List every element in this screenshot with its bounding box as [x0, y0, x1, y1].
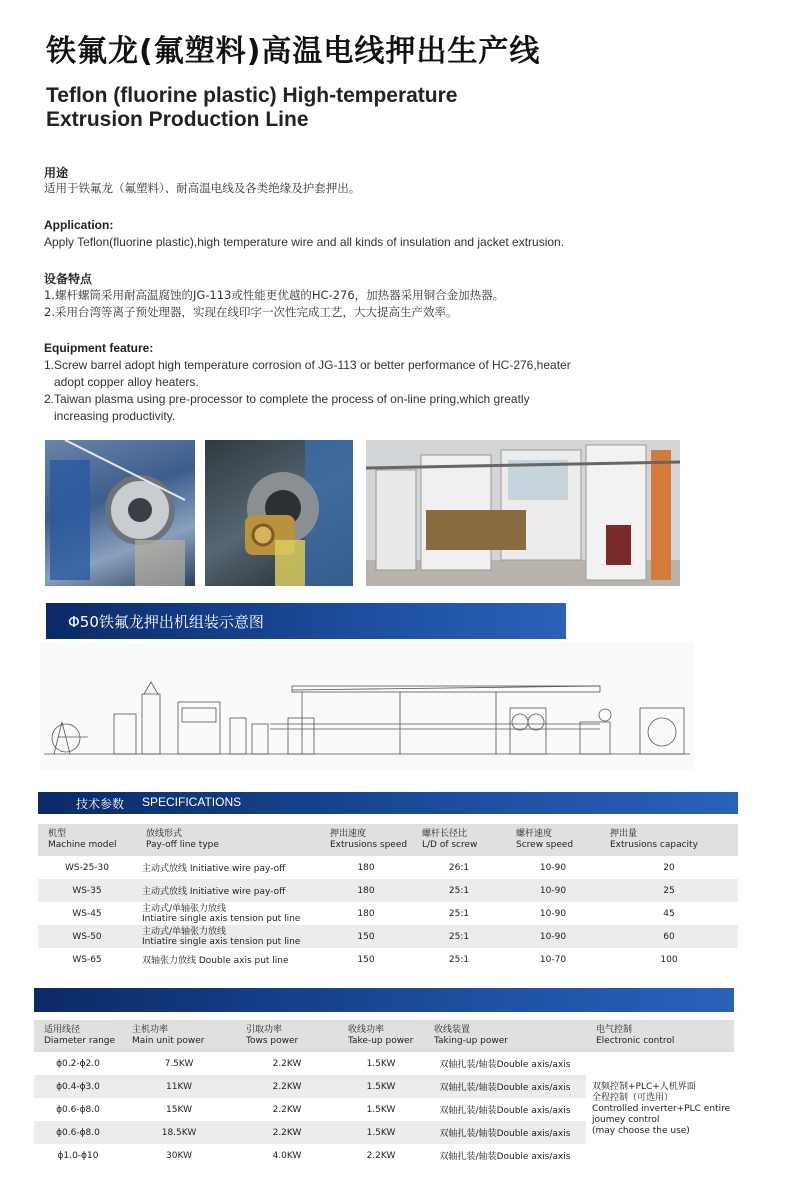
table1-cell-model: WS-35	[72, 885, 102, 896]
table2-cell-takeup-power: 1.5KW	[366, 1104, 396, 1115]
table1-header: 机型 Machine model	[48, 829, 117, 850]
table1-cell-payoff: 主动式放线 Initiative wire pay-off	[142, 864, 286, 874]
table2-cell-main-power: 18.5KW	[161, 1127, 197, 1138]
table2-cell-diameter: ϕ0.6-ϕ8.0	[56, 1127, 100, 1138]
table1-cell-ld: 25:1	[448, 908, 470, 919]
table1-header: 螺杆速度 Screw speed	[516, 829, 574, 850]
spec-table-1	[38, 824, 738, 971]
feature1-en	[44, 357, 571, 425]
table2-header: 收线功率 Take-up power	[348, 1025, 414, 1046]
table1-cell-payoff: 主动式/单轴张力放线 Intiatire single axis tension put line	[142, 903, 301, 924]
table2-cell-main-power: 7.5KW	[164, 1058, 194, 1069]
table1-cell-payoff: 主动式/单轴张力放线 Intiatire single axis tension put line	[142, 926, 301, 947]
table1-row	[38, 902, 738, 925]
table1-cell-capacity: 25	[663, 885, 675, 896]
usage-heading-en: Application:	[44, 218, 114, 232]
table1-cell-model: WS-50	[72, 931, 102, 942]
feature2-cn: 2.采用台湾等离子预处理器，实现在线印字一次性完成工艺，大大提高生产效率。	[44, 305, 458, 319]
page-title-cn: 铁氟龙(氟塑料)高温电线押出生产线	[46, 34, 541, 69]
table2-cell-device: 双轴扎装/轴装Double axis/axis	[439, 1083, 571, 1093]
title-en-line1: Teflon (fluorine plastic) High-temperature	[46, 84, 458, 107]
table2-cell-takeup-power: 2.2KW	[366, 1150, 396, 1161]
table2-cell-diameter: ϕ1.0-ϕ10	[57, 1150, 99, 1161]
table1-cell-capacity: 100	[660, 954, 678, 965]
table2-cell-takeup-power: 1.5KW	[366, 1058, 396, 1069]
table1-cell-screw: 10-90	[539, 885, 567, 896]
spec-banner	[38, 792, 738, 814]
production-line-photo	[366, 440, 680, 586]
table1-cell-ld: 25:1	[448, 885, 470, 896]
usage-heading-cn: 用途	[44, 166, 69, 180]
diagram-banner	[46, 603, 566, 639]
table2-cell-diameter: ϕ0.4-ϕ3.0	[56, 1081, 100, 1092]
title-en-line2: Extrusion Production Line	[46, 108, 309, 131]
table1-header: 螺杆长径比 L/D of screw	[422, 829, 478, 850]
table1-cell-speed: 180	[357, 862, 375, 873]
table2-header: 主机功率 Main unit power	[132, 1025, 205, 1046]
table1-cell-payoff: 主动式放线 Initiative wire pay-off	[142, 887, 286, 897]
table1-cell-screw: 10-90	[539, 908, 567, 919]
table1-cell-screw: 10-70	[539, 954, 567, 965]
table1-cell-payoff: 双轴张力放线 Double axis put line	[142, 956, 289, 966]
feature1-en-a: 1.Screw barrel adopt high temperature corrosion of JG-113 or better performance of HC-276,heater	[44, 358, 571, 372]
assembly-diagram	[40, 642, 694, 770]
features-heading-cn: 设备特点	[44, 272, 93, 286]
table2-control-cell: 双频控制+PLC+人机界面 全程控制（可选用） Controlled inverter+PLC entire joumey control (may choose the use)	[586, 1052, 734, 1167]
table2-cell-main-power: 11KW	[166, 1081, 192, 1092]
table1-cell-screw: 10-90	[539, 862, 567, 873]
table1-header: 放线形式 Pay-off line type	[146, 829, 219, 850]
table1-row	[38, 879, 738, 902]
spec-divider-banner	[34, 988, 734, 1012]
diagram-banner-title: Φ50铁氟龙押出机组装示意图	[68, 613, 264, 631]
table2-header-row	[34, 1020, 734, 1052]
table2-row	[34, 1052, 734, 1075]
feature2-en-b: increasing productivity.	[54, 409, 176, 423]
table2-cell-tows-power: 2.2KW	[272, 1104, 302, 1115]
table1-row	[38, 948, 738, 971]
table1-cell-model: WS-65	[72, 954, 102, 965]
table2-cell-takeup-power: 1.5KW	[366, 1081, 396, 1092]
machine-photo-1	[45, 440, 195, 586]
feature1-en-b: adopt copper alloy heaters.	[54, 375, 199, 389]
table1-cell-speed: 180	[357, 908, 375, 919]
table1-cell-model: WS-45	[72, 908, 102, 919]
table1-cell-ld: 25:1	[448, 954, 470, 965]
table2-cell-tows-power: 2.2KW	[272, 1058, 302, 1069]
table1-cell-ld: 26:1	[448, 862, 470, 873]
feature1-cn: 1.螺杆螺筒采用耐高温腐蚀的JG-113或性能更优越的HC-276，加热器采用铜合金加热器。	[44, 288, 505, 302]
table2-cell-tows-power: 2.2KW	[272, 1127, 302, 1138]
spec-banner-cn: 技术参数	[76, 797, 125, 811]
assembly-diagram-drawing	[40, 642, 694, 770]
table1-cell-capacity: 60	[663, 931, 675, 942]
table1-cell-capacity: 45	[663, 908, 675, 919]
table2-cell-device: 双轴扎装/轴装Double axis/axis	[439, 1106, 571, 1116]
table2-cell-tows-power: 2.2KW	[272, 1081, 302, 1092]
table2-cell-tows-power: 4.0KW	[272, 1150, 302, 1161]
table1-row	[38, 925, 738, 948]
table1-cell-ld: 25:1	[448, 931, 470, 942]
page-title-en	[46, 84, 457, 132]
table1-cell-speed: 180	[357, 885, 375, 896]
production-line-graphic	[366, 440, 680, 586]
table2-cell-device: 双轴扎装/轴装Double axis/axis	[439, 1152, 571, 1162]
usage-text-en: Apply Teflon(fluorine plastic),high temperature wire and all kinds of insulation and jacket extrusion.	[44, 235, 565, 249]
usage-text-cn: 适用于铁氟龙（氟塑料）、耐高温电线及各类绝缘及护套押出。	[44, 181, 361, 195]
table1-header: 押出速度 Extrusions speed	[330, 829, 408, 850]
table2-cell-takeup-power: 1.5KW	[366, 1127, 396, 1138]
table2-header: 电气控制 Electronic control	[596, 1025, 675, 1046]
machine-photo-2-graphic	[205, 440, 353, 586]
spec-banner-en: SPECIFICATIONS	[142, 795, 242, 809]
table2-cell-diameter: ϕ0.2-ϕ2.0	[56, 1058, 100, 1069]
table1-header: 押出量 Extrusions capacity	[610, 829, 698, 850]
table2-header: 引取功率 Tows power	[246, 1025, 299, 1046]
table2-header: 适用线径 Diameter range	[44, 1025, 116, 1046]
table1-row	[38, 856, 738, 879]
machine-photo-2	[205, 440, 353, 586]
table2-cell-main-power: 30KW	[166, 1150, 192, 1161]
table2-cell-device: 双轴扎装/轴装Double axis/axis	[439, 1060, 571, 1070]
table1-cell-speed: 150	[357, 931, 375, 942]
table1-cell-speed: 150	[357, 954, 375, 965]
table1-cell-model: WS-25-30	[64, 862, 109, 873]
table2-header: 收线装置 Taking-up power	[434, 1025, 508, 1046]
table2-cell-diameter: ϕ0.6-ϕ8.0	[56, 1104, 100, 1115]
machine-photo-1-graphic	[45, 440, 195, 586]
table1-header-row	[38, 824, 738, 856]
features-heading-en: Equipment feature:	[44, 341, 154, 355]
table1-cell-capacity: 20	[663, 862, 675, 873]
feature2-en-a: 2.Taiwan plasma using pre-processor to complete the process of on-line pring,which greatly	[44, 392, 530, 406]
table1-cell-screw: 10-90	[539, 931, 567, 942]
table2-cell-device: 双轴扎装/轴装Double axis/axis	[439, 1129, 571, 1139]
spec-table-2	[34, 1020, 734, 1167]
table2-cell-main-power: 15KW	[166, 1104, 192, 1115]
